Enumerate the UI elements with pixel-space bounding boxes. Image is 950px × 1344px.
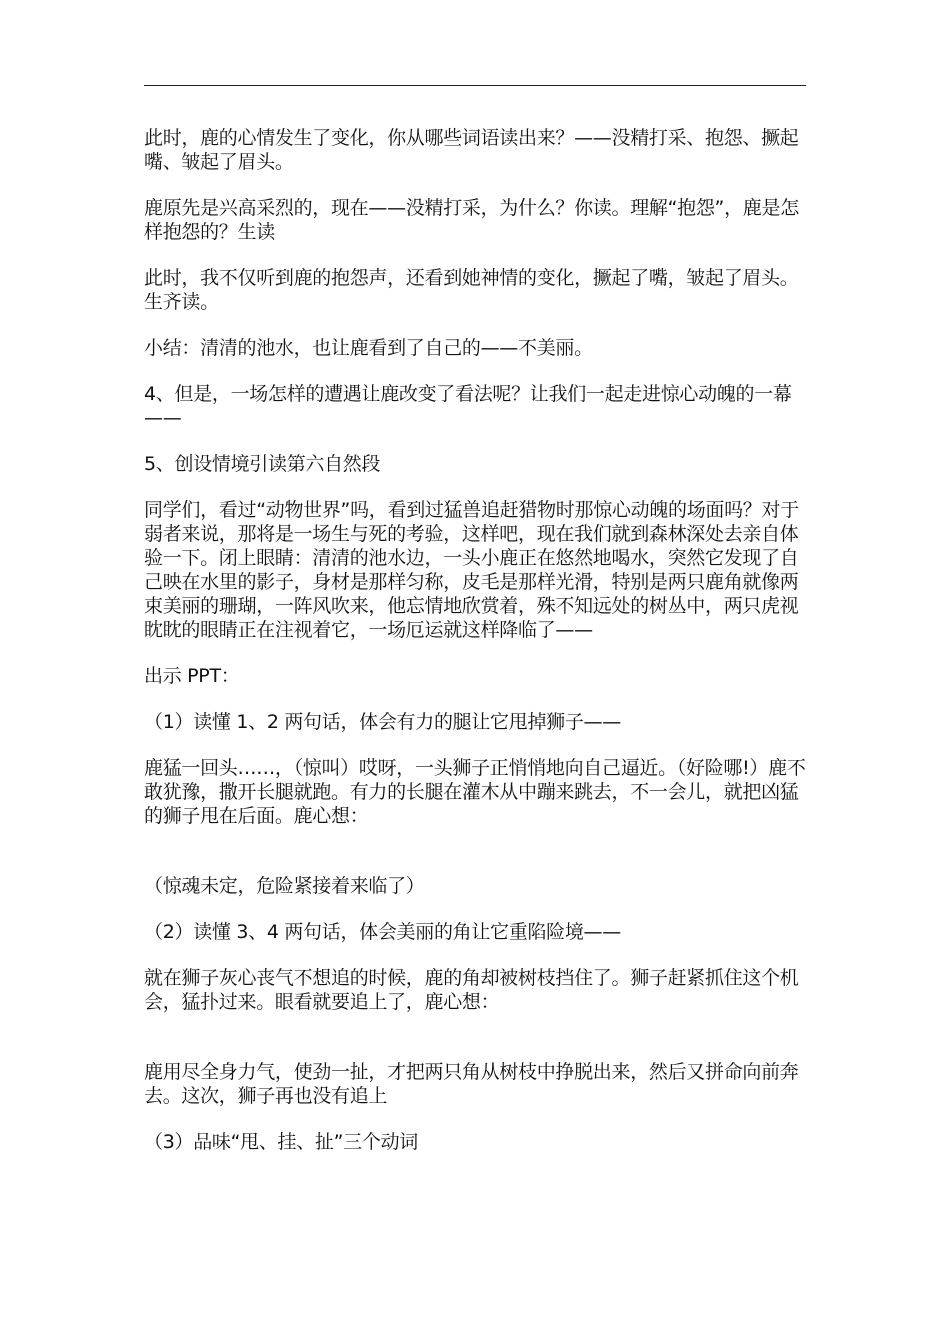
paragraph-danger: （惊魂未定，危险紧接着来临了） bbox=[144, 875, 425, 897]
paragraph-expression: 此时，我不仅听到鹿的抱怨声，还看到她神情的变化，撅起了嘴，皱起了眉头。生齐读。 bbox=[144, 267, 799, 313]
header-rule bbox=[144, 85, 806, 86]
paragraph-step-4: 4、但是，一场怎样的遭遇让鹿改变了看法呢？让我们一起走进惊心动魄的一幕—— bbox=[144, 383, 792, 429]
paragraph-mood-change: 此时，鹿的心情发生了变化，你从哪些词语读出来？——没精打采、抱怨、撅起嘴、皱起了眉头。 bbox=[144, 127, 799, 173]
paragraph-item-1: （1）读懂 1、2 两句话，体会有力的腿让它甩掉狮子—— bbox=[144, 711, 621, 733]
paragraph-scenario: 同学们，看过“动物世界”吗，看到过猛兽追赶猎物时那惊心动魄的场面吗？对于弱者来说，那将是一场生与死的考验，这样吧，现在我们就到森林深处去亲自体验一下。闭上眼睛：清清的池水边，一头小鹿正在悠然地喝水，突然它发现了自己映在水里的影子，身材是那样匀称，皮毛是那样光滑，特别是两只鹿角就像两束美丽的珊瑚，一阵风吹来，他忘情地欣赏着，殊不知远处的树丛中，两只虎视眈眈的眼睛正在注视着它，一场厄运就这样降临了—— bbox=[144, 499, 799, 641]
paragraph-break-free: 鹿用尽全身力气，使劲一扯，才把两只角从树枝中挣脱出来，然后又拼命向前奔去。这次，狮子再也没有追上 bbox=[144, 1061, 799, 1107]
paragraph-step-5: 5、创设情境引读第六自然段 bbox=[144, 453, 381, 475]
paragraph-item-3: （3）品味“甩、挂、扯”三个动词 bbox=[144, 1131, 418, 1153]
paragraph-lion-escape: 鹿猛一回头……，（惊叫）哎呀，一头狮子正悄悄地向自己逼近。（好险哪!）鹿不敢犹豫，撒开长腿就跑。有力的长腿在灌木从中蹦来跳去，不一会儿，就把凶猛的狮子甩在后面。鹿心想： bbox=[144, 757, 806, 827]
document-body bbox=[144, 126, 808, 1154]
paragraph-complain: 鹿原先是兴高采烈的，现在——没精打采，为什么？你读。理解“抱怨”，鹿是怎样抱怨的？生读 bbox=[144, 197, 799, 243]
paragraph-antlers-caught: 就在狮子灰心丧气不想追的时候，鹿的角却被树枝挡住了。狮子赶紧抓住这个机会，猛扑过来。眼看就要追上了，鹿心想： bbox=[144, 967, 799, 1013]
paragraph-ppt: 出示 PPT： bbox=[144, 665, 240, 687]
paragraph-item-2: （2）读懂 3、4 两句话，体会美丽的角让它重陷险境—— bbox=[144, 921, 621, 943]
paragraph-summary: 小结：清清的池水，也让鹿看到了自己的——不美丽。 bbox=[144, 337, 593, 359]
